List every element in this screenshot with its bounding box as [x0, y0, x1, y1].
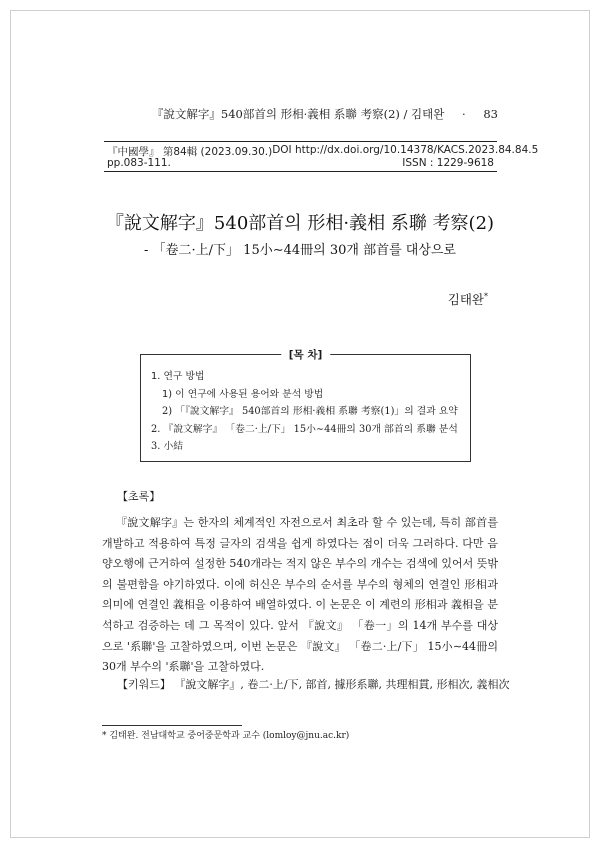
- author: [448, 290, 488, 308]
- page-range: pp.083-111.: [107, 157, 171, 169]
- abstract-paragraph: 『說文解字』는 한자의 체계적인 자전으로서 최초라 할 수 있는데, 특히 部首를 개발하고 적용하여 특정 글자의 검색을 쉽게 하였다는 점이 더욱 그러하다. 다만 음양오행에 근거하여 설정한 540개라는 적지 않은 부수의 개수는 검색에 있어서 뜻밖의 불편함을 야기하였다. 이에 허신은 부수의 순서를 부수의 형체의 연결인 形相과 의미에 연결인 義相을 이용하여 배열하였다. 이 논문은 이 계련의 形相과 義相을 분석하고 검증하는 데 그 목적이 있다. 앞서 『說文』 「卷一」의 14개 부수를 대상으로 '系聯'을 고찰하였으며, 이번 논문은 『說文』 「卷二·上/下」 15小∼44冊의 30개 부수의 '系聯'을 고찰하였다.: [102, 516, 498, 674]
- toc-item[interactable]: 1. 연구 방법: [151, 371, 205, 382]
- running-head-separator: ·: [462, 107, 466, 121]
- paper-subtitle: - 「卷二·上/下」 15小∼44冊의 30개 部首를 대상으로: [144, 243, 456, 258]
- doi-link[interactable]: DOI http://dx.doi.org/10.14378/KACS.2023.84.84.5: [272, 144, 539, 156]
- keywords: 【키워드】 『說文解字』, 卷二·上/下, 部首, 據形系聯, 共理相貫, 形相次, 義相次: [117, 678, 510, 691]
- abstract: [102, 513, 498, 678]
- toc-item[interactable]: 1) 이 연구에 사용된 용어와 분석 방법: [162, 388, 324, 400]
- table-of-contents: [140, 349, 471, 462]
- toc-item[interactable]: 3. 小結: [151, 441, 184, 452]
- toc-title: [목 차]: [281, 347, 331, 362]
- journal-issue: 『中國學』 第84輯 (2023.09.30.): [107, 146, 273, 158]
- publication-info-box: [104, 141, 539, 172]
- footnote-divider: [102, 725, 242, 726]
- author-footnote: * 김태완. 전남대학교 중어중문학과 교수 (lomloy@jnu.ac.kr): [102, 731, 350, 741]
- page-number: 83: [483, 107, 498, 121]
- abstract-label: 【초록】: [117, 490, 161, 503]
- issn: ISSN : 1229-9618: [402, 157, 494, 169]
- running-head: [152, 106, 498, 122]
- toc-item[interactable]: 2. 『說文解字』 「卷二·上/下」 15小∼44冊의 30개 部首의 系聯 분석: [151, 423, 458, 435]
- author-name: 김태완: [447, 292, 484, 307]
- running-head-title: 『說文解字』540部首의 形相·義相 系聯 考察(2) / 김태완: [151, 107, 445, 121]
- toc-item[interactable]: 2) 「『說文解字』 540部首의 形相·義相 系聯 考察(1)」의 결과 요약: [162, 406, 458, 417]
- paper-title: 『說文解字』540部首의 形相·義相 系聯 考察(2): [105, 213, 495, 234]
- author-footnote-mark: *: [484, 291, 488, 301]
